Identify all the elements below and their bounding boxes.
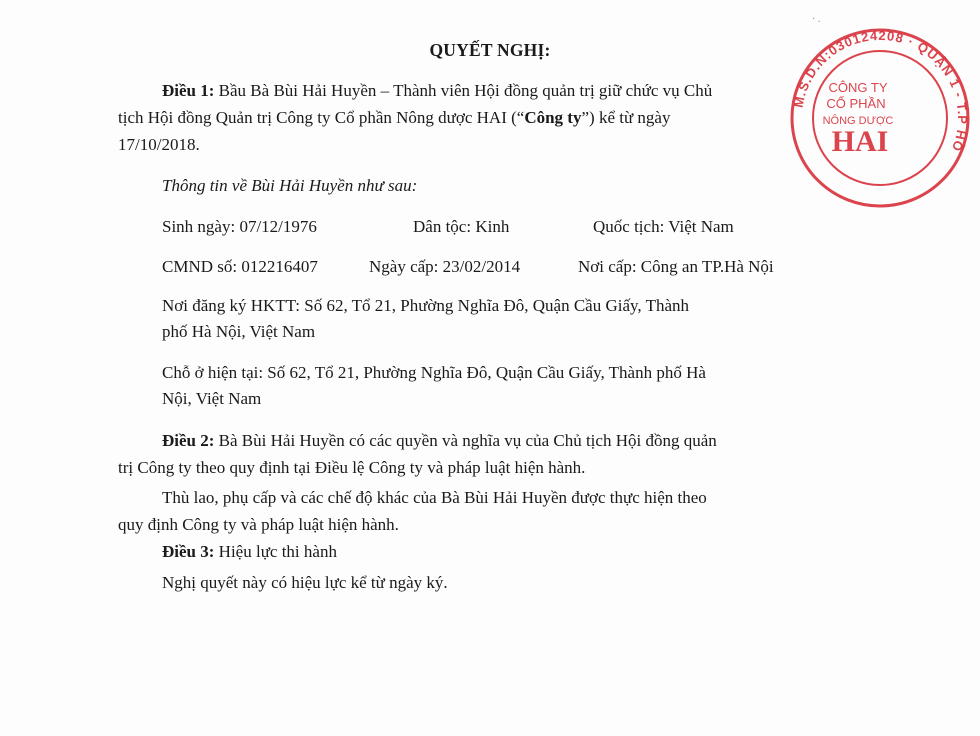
article1-line2: tịch Hội đồng Quản trị Công ty Cổ phần Nông dược HAI (“Công ty”) kể từ ngày: [118, 108, 671, 127]
info-ethnicity: Dân tộc: Kinh: [413, 217, 510, 236]
speck-marks: · .: [812, 14, 821, 25]
seal-line4: HAI: [831, 125, 889, 158]
info-current-line1: Chỗ ở hiện tại: Số 62, Tổ 21, Phường Nghĩa Đô, Quận Cầu Giấy, Thành phố Hà: [162, 363, 706, 382]
info-nationality: Quốc tịch: Việt Nam: [593, 217, 734, 236]
seal-ring-text: M.S.D.N:030124208 · QUẬN 1 - T.P HỒ: [790, 28, 970, 155]
info-issue-place: Nơi cấp: Công an TP.Hà Nội: [578, 257, 774, 276]
article2-line2: trị Công ty theo quy định tại Điều lệ Công ty và pháp luật hiện hành.: [118, 458, 586, 477]
info-id-number: CMND số: 012216407: [162, 257, 318, 276]
seal-line2: CỔ PHẦN: [826, 96, 886, 111]
article2-line1: Điều 2: Bà Bùi Hải Huyền có các quyền và nghĩa vụ của Chủ tịch Hội đồng quản: [162, 431, 717, 450]
article1-label: Điều 1:: [162, 81, 215, 100]
info-registered-line1: Nơi đăng ký HKTT: Số 62, Tổ 21, Phường Nghĩa Đô, Quận Cầu Giấy, Thành: [162, 296, 690, 315]
article2-label: Điều 2:: [162, 431, 215, 450]
seal-line1: CÔNG TY: [828, 80, 888, 95]
article1-line3: 17/10/2018.: [118, 135, 200, 154]
article3-line: Điều 3: Hiệu lực thi hành: [162, 542, 337, 561]
seal-line3: NÔNG DƯỢC: [822, 115, 894, 127]
info-registered-line2: phố Hà Nội, Việt Nam: [162, 322, 316, 341]
info-heading: Thông tin về Bùi Hải Huyền như sau:: [162, 176, 418, 195]
info-issue-date: Ngày cấp: 23/02/2014: [369, 257, 521, 276]
resolution-title: QUYẾT NGHỊ:: [429, 40, 551, 60]
article2-para2-line1: Thù lao, phụ cấp và các chế độ khác của Bà Bùi Hải Huyền được thực hiện theo: [162, 488, 707, 507]
article3-label: Điều 3:: [162, 542, 215, 561]
info-current-line2: Nội, Việt Nam: [162, 389, 262, 408]
company-seal-stamp: [790, 28, 970, 208]
article3-effect: Nghị quyết này có hiệu lực kể từ ngày ký.: [162, 573, 448, 592]
info-dob: Sinh ngày: 07/12/1976: [162, 217, 317, 236]
company-term: Công ty: [524, 108, 582, 127]
article1-line1: Điều 1: Bầu Bà Bùi Hải Huyền – Thành viên Hội đồng quản trị giữ chức vụ Chủ: [162, 81, 713, 100]
article2-para2-line2: quy định Công ty và pháp luật hiện hành.: [118, 515, 399, 534]
